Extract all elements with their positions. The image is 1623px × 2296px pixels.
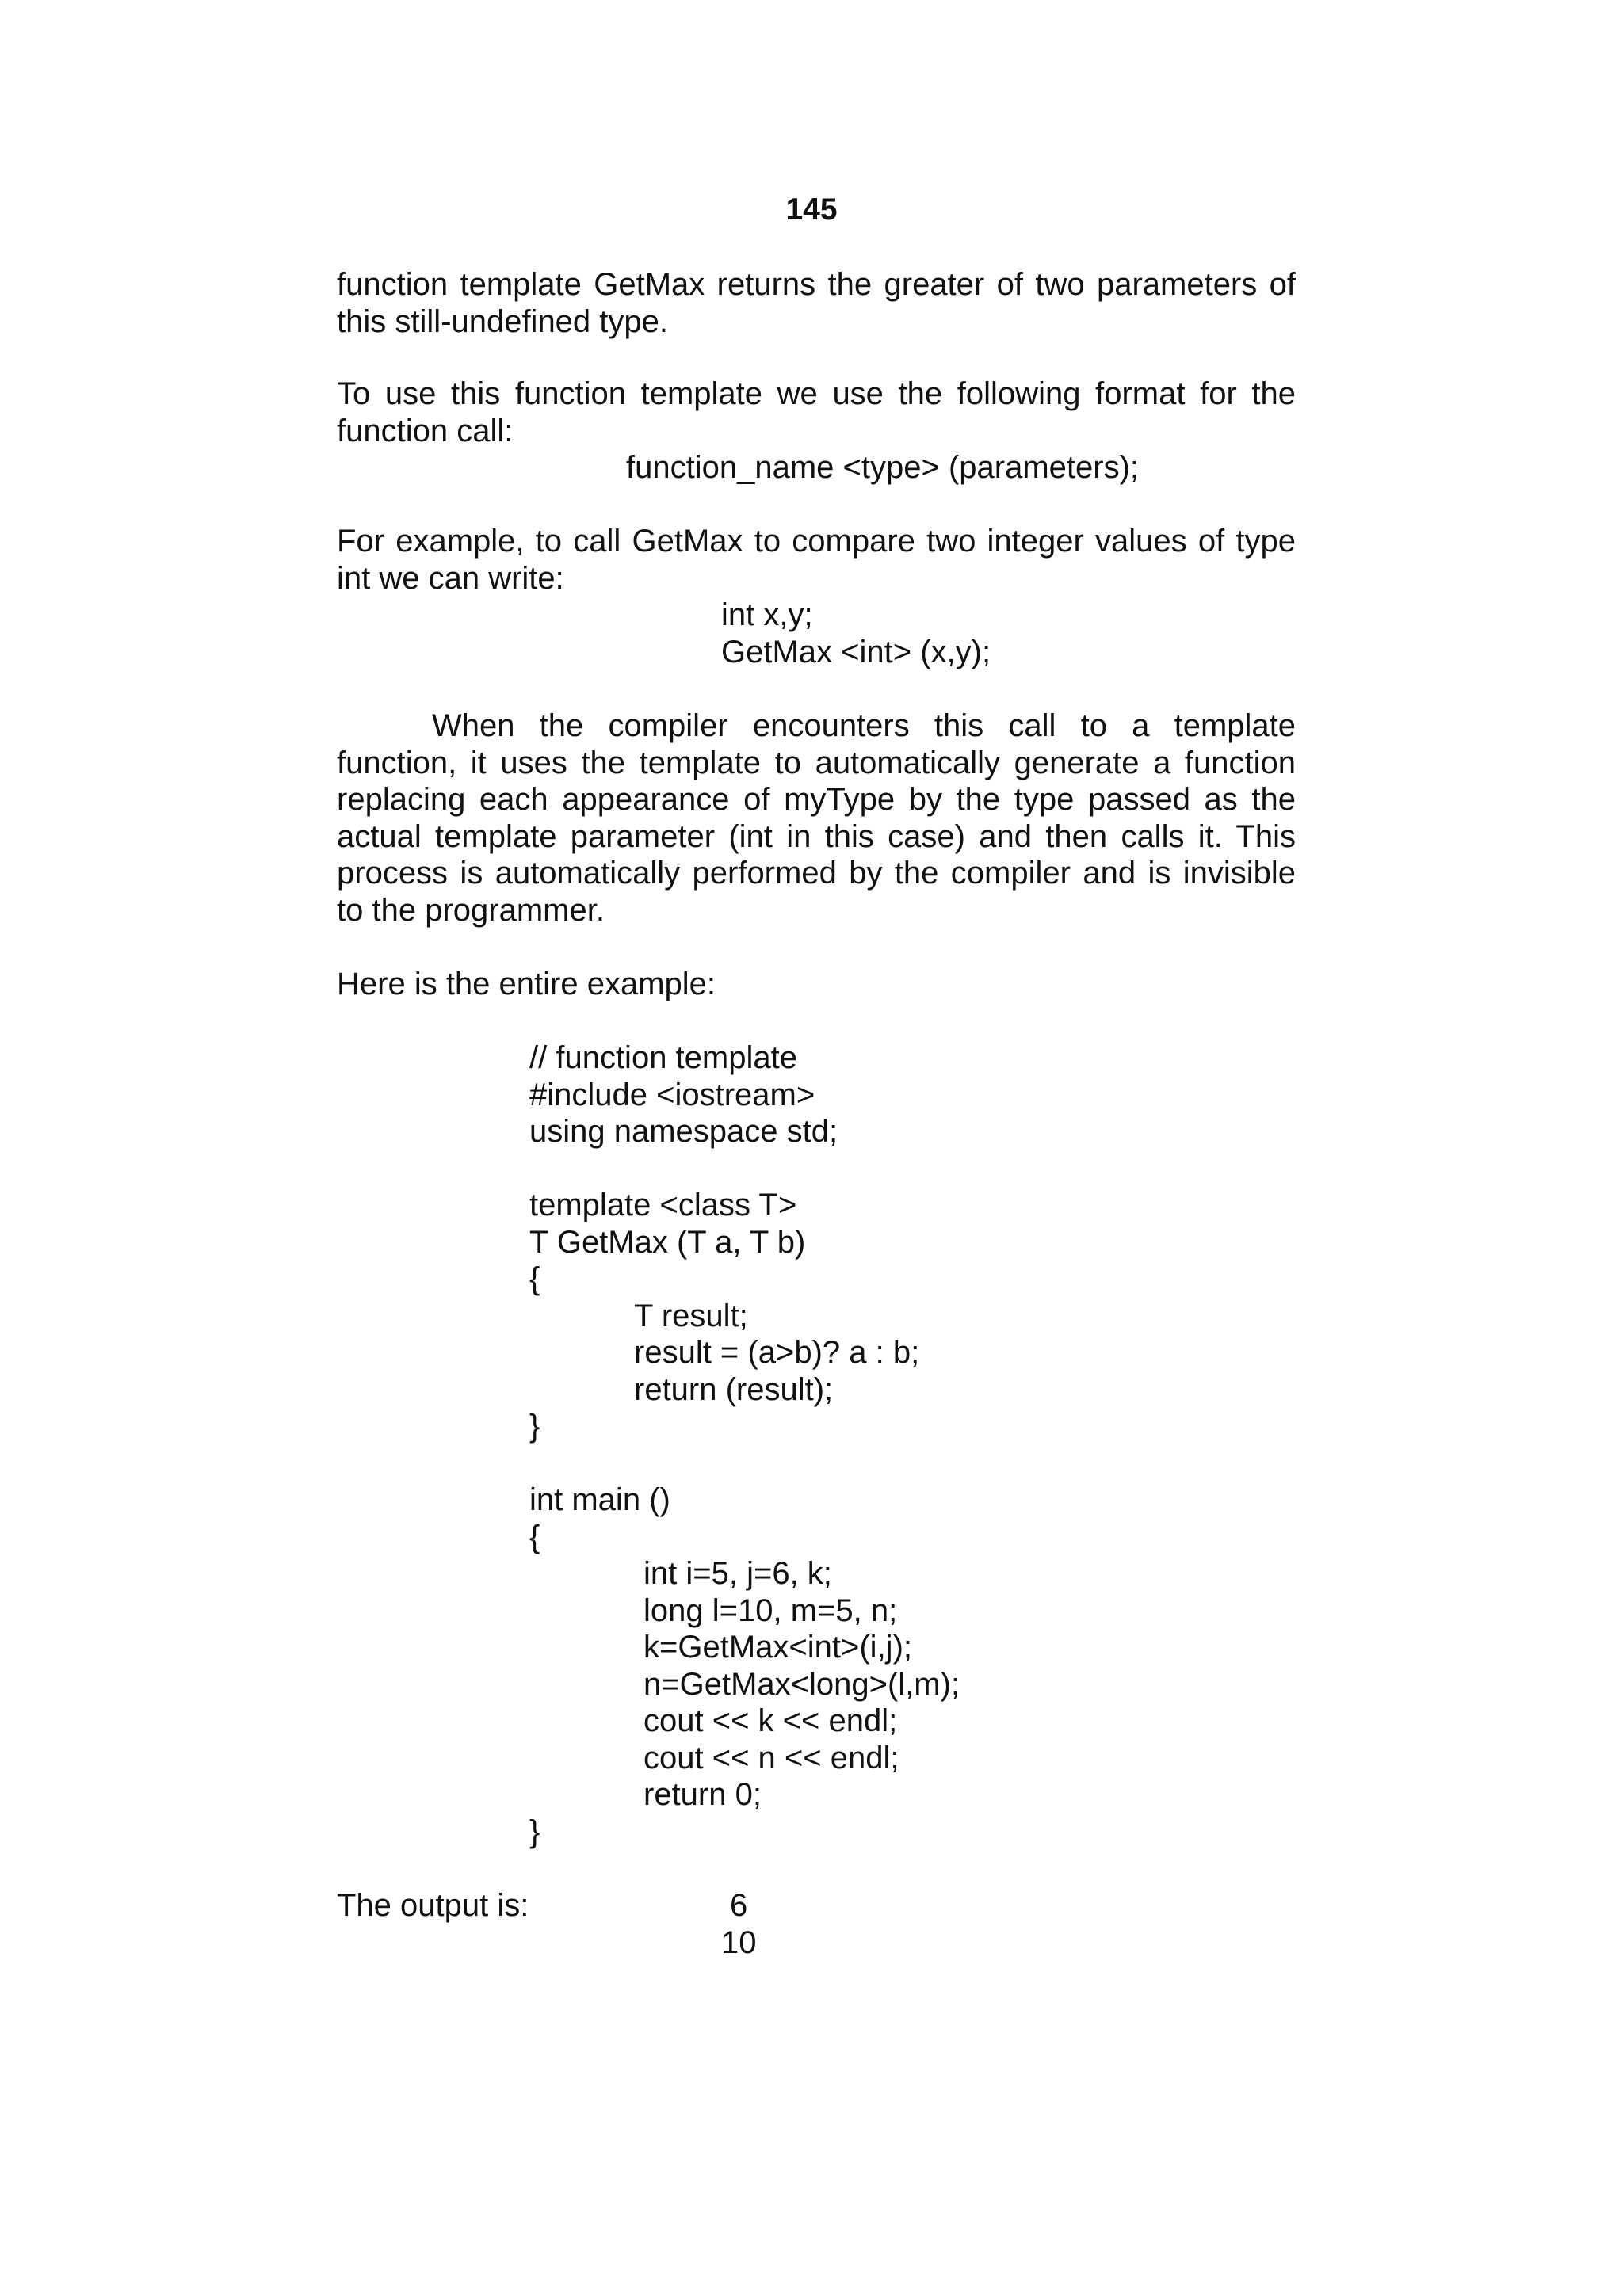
paragraph-3: For example, to call GetMax to compare two integer values of type int we can write: [337,524,1296,596]
output-label: The output is: [337,1888,529,1923]
code-line: T result; [634,1299,748,1333]
paragraph-5: Here is the entire example: [337,967,716,1001]
code-line: return 0; [643,1777,762,1812]
code-line: cout << n << endl; [643,1741,899,1775]
code-line: int i=5, j=6, k; [643,1556,832,1591]
code-line: cout << k << endl; [643,1703,898,1738]
code-line: } [529,1814,540,1849]
page-number: 145 [785,193,838,227]
code-line: return (result); [634,1372,834,1407]
code-line: k=GetMax<int>(i,j); [643,1630,913,1665]
example-line: GetMax <int> (x,y); [721,635,991,669]
output-value: 6 [730,1888,748,1923]
code-line: T GetMax (T a, T b) [529,1225,806,1260]
code-line: int main () [529,1482,670,1517]
output-value: 10 [721,1925,757,1960]
paragraph-4: When the compiler encounters this call to a template function, it uses the template to automatically generate a function replacing each appearance of myType by the type passed as the actual template parameter (int in this case) and then calls it. This process is automatically performed by the compiler and is invisible to the programmer. [337,708,1296,928]
code-line: { [529,1261,540,1296]
code-line: #include <iostream> [529,1077,815,1112]
code-line: result = (a>b)? a : b; [634,1335,920,1370]
code-line: using namespace std; [529,1114,838,1149]
code-line: { [529,1520,540,1554]
code-line: n=GetMax<long>(l,m); [643,1667,960,1702]
example-line: int x,y; [721,597,813,632]
paragraph-2: To use this function template we use the following format for the function call: [337,376,1296,448]
paragraph-1: function template GetMax returns the greater of two parameters of this still-undefined type. [337,267,1296,339]
code-line: } [529,1409,540,1444]
code-line: // function template [529,1040,797,1075]
code-line: template <class T> [529,1188,797,1222]
format-line: function_name <type> (parameters); [626,450,1140,485]
code-line: long l=10, m=5, n; [643,1593,898,1628]
